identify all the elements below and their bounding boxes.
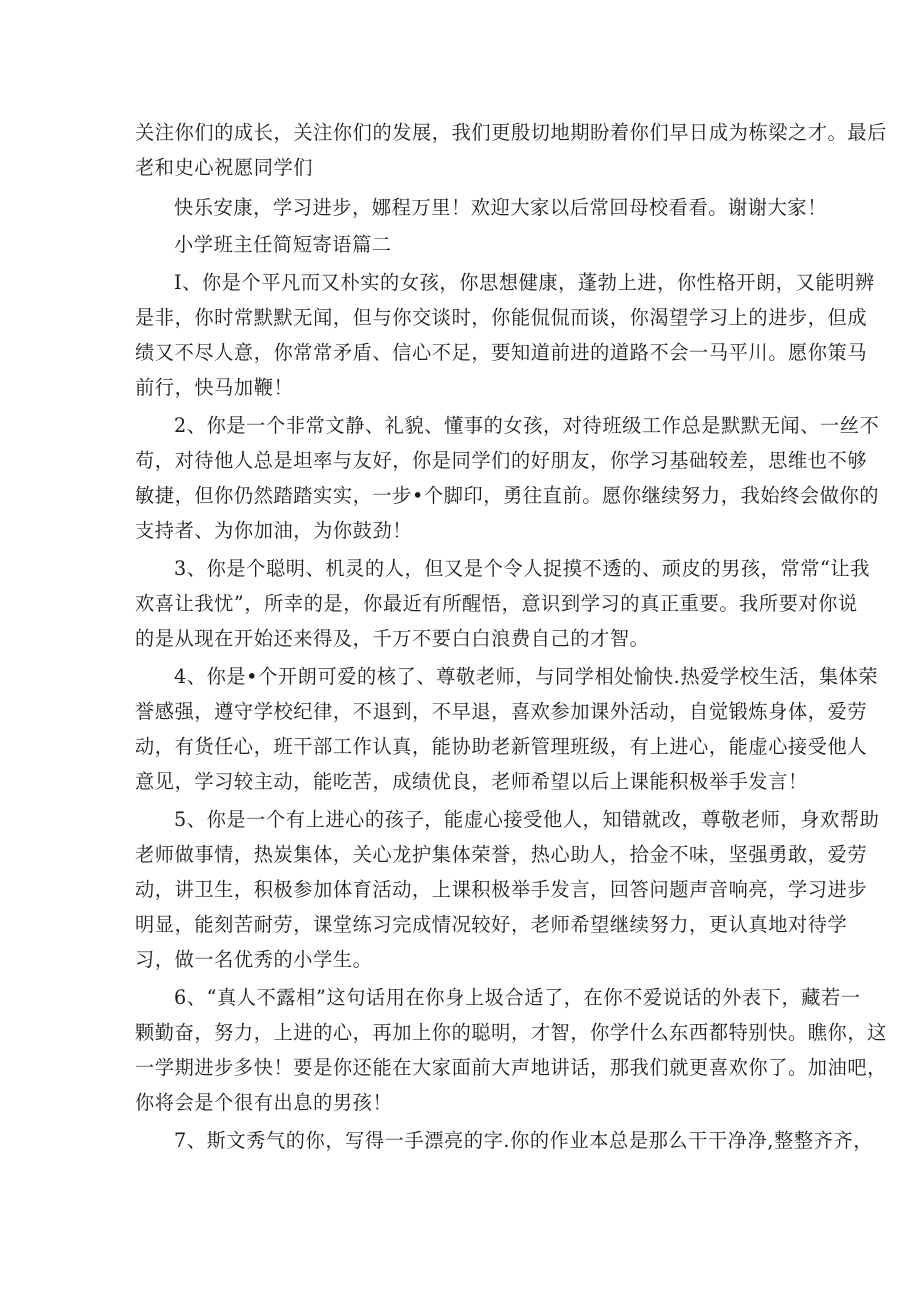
text-line: 你将会是个很有出息的男孩！ [135,1091,393,1114]
text-line: 3、你是个聪明、机灵的人，但又是个令人捉摸不透的、顽皮的男孩，常常“让我 [174,557,870,580]
text-line: 老和史心祝愿同学们 [135,156,314,179]
text-line: 6、“真人不露相”这句话用在你身上圾合适了，在你不爱说话的外表下，藏若一 [174,986,861,1009]
text-line: 4、你是•个开朗可爱的核了、尊敬老师，与同学相处愉快.热爱学校生活，集体荣 [174,665,879,688]
text-line: 意见，学习较主动，能吃苦，成绩优良，老师希望以后上课能积极举手发言！ [135,770,808,793]
text-line: 苟，对待他人总是坦率与友好，你是同学们的好朋友，你学习基础较差，思维也不够 [135,449,868,472]
text-line: I、你是个平凡而又朴实的女孩，你思想健康，蓬勃上进，你性格开朗，又能明辨 [174,271,875,294]
text-line: 老师做事情，热炭集体，关心龙护集体荣誉，热心助人，拾金不味，坚强勇敢，爱劳 [135,843,868,866]
text-line: 颗勤奋，努力，上进的心，再加上你的聪明，才智，你学什么东西都特别快。瞧你，这 [135,1021,887,1044]
text-line: 动，有货任心，班干部工作认真，能协助老新管理班级，有上进心，能虚心接受他人 [135,735,868,758]
text-line: 的是从现在开始还来得及，千万不要白白浪费自己的才智。 [135,627,650,650]
text-line: 5、你是一个有上进心的孩子，能虚心接受他人，知错就改，尊敬老师，身欢帮助 [174,808,880,831]
text-line: 快乐安康，学习进步，娜程万里！欢迎大家以后常回母校看看。谢谢大家！ [174,196,827,219]
section-heading: 小学班主任简短寄语篇二 [174,233,392,256]
text-line: 关注你们的成长，关注你们的发展，我们更殷切地期盼着你们早日成为栋梁之才。最后 [135,121,887,144]
text-line: 绩又不尽人意，你常常矛盾、信心不足，要知道前进的道路不会一马平川。愿你策马 [135,341,868,364]
text-line: 支持者、为你加油，为你鼓劲！ [135,519,413,542]
text-line: 7、斯文秀气的你，写得一手漂亮的字.你的作业本总是那么干干净净,整整齐齐， [174,1129,873,1152]
text-line: 习，做一名优秀的小学生。 [135,948,373,971]
text-line: 明显，能刻苦耐劳，课堂练习完成情况较好，老师希望继续努力，更认真地对待学 [135,913,848,936]
text-line: 敏捷，但你仍然踏踏实实，一步•个脚印，勇往直前。愿你继续努力，我始终会做你的 [135,484,880,507]
text-line: 誉感强，遵守学校纪律，不退到，不早退，喜欢参加课外活动，自觉锻炼身体，爱劳 [135,700,868,723]
text-line: 是非，你时常默默无闻，但与你交谈时，你能侃侃而谈，你渴望学习上的进步，但成 [135,306,868,329]
text-line: 欢喜让我忧”，所幸的是，你最近有所醒悟，意识到学习的真正重要。我所要对你说 [135,592,858,615]
text-line: 动，讲卫生，积极参加体育活动，上课积极举手发言，回答问题声音响亮，学习进步 [135,878,868,901]
text-line: 一学期进步多快！要是你还能在大家面前大声地讲话，那我们就更喜欢你了。加油吧， [135,1056,887,1079]
text-line: 2、你是一个非常文静、礼貌、懂事的女孩，对待班级工作总是默默无闻、一丝不 [174,414,880,437]
text-line: 前行，快马加鞭！ [135,376,294,399]
